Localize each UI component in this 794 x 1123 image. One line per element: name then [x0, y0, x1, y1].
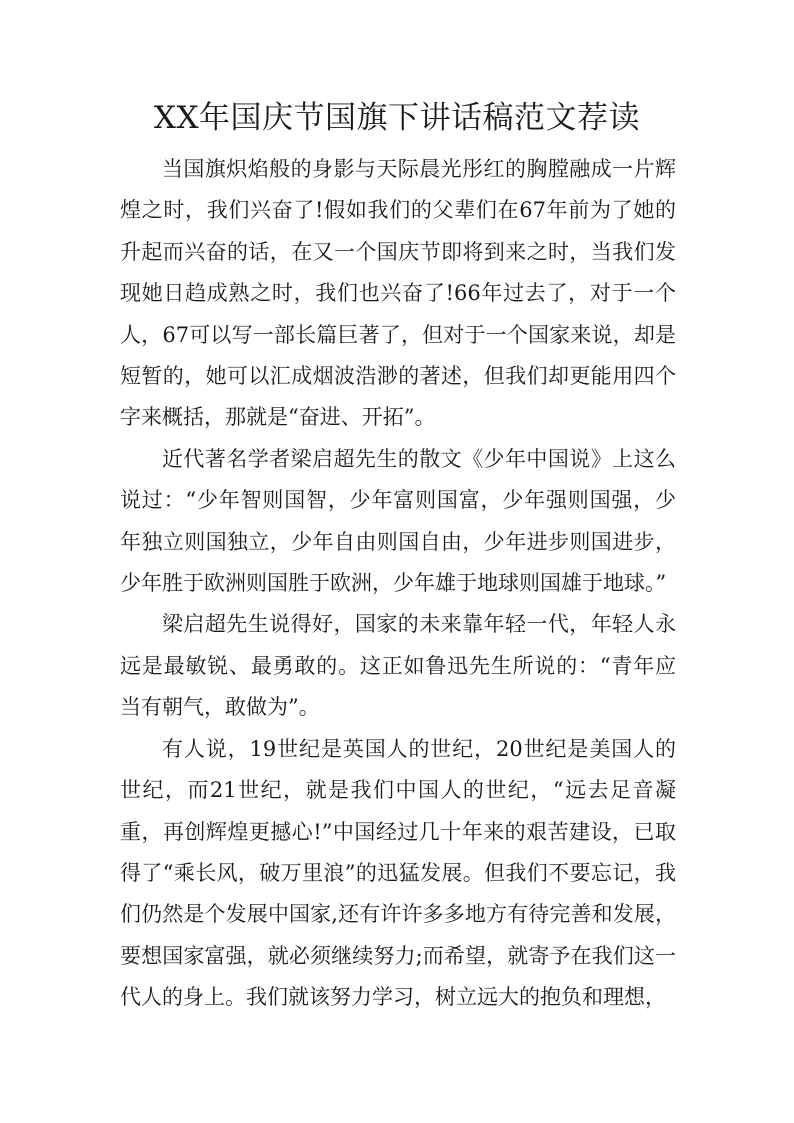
- document-title: XX年国庆节国旗下讲话稿范文荐读: [153, 100, 641, 136]
- document-body: [120, 149, 676, 1019]
- paragraph-2: 近代著名学者梁启超先生的散文《少年中国说》上这么说过：“少年智则国智，少年富则国富，少年强则国强，少年独立则国独立，少年自由则国自由，少年进步则国进步，少年胜于欧洲则国胜于欧洲，少年雄于地球则国雄于地球。”: [120, 446, 676, 596]
- paragraph-4: 有人说，19世纪是英国人的世纪，20世纪是美国人的世纪，而21世纪，就是我们中国人的世纪，“远去足音凝重，再创辉煌更撼心!”中国经过几十年来的艰苦建设，已取得了“乘长风，破万里浪”的迅猛发展。但我们不要忘记，我们仍然是个发展中国家,还有许许多多地方有待完善和发展，要想国家富强，就必须继续努力;而希望，就寄予在我们这一代人的身上。我们就该努力学习，树立远大的抱负和理想，: [120, 736, 676, 1010]
- paragraph-3: 梁启超先生说得好，国家的未来靠年轻一代，年轻人永远是最敏锐、最勇敢的。这正如鲁迅先生所说的：“青年应当有朝气，敢做为”。: [120, 612, 676, 720]
- paragraph-1: 当国旗炽焰般的身影与天际晨光彤红的胸膛融成一片辉煌之时，我们兴奋了!假如我们的父辈们在67年前为了她的升起而兴奋的话，在又一个国庆节即将到来之时，当我们发现她日趋成熟之时，我们也兴奋了!66年过去了，对于一个人，67可以写一部长篇巨著了，但对于一个国家来说，却是短暂的，她可以汇成烟波浩渺的著述，但我们却更能用四个字来概括，那就是“奋进、开拓”。: [120, 157, 676, 430]
